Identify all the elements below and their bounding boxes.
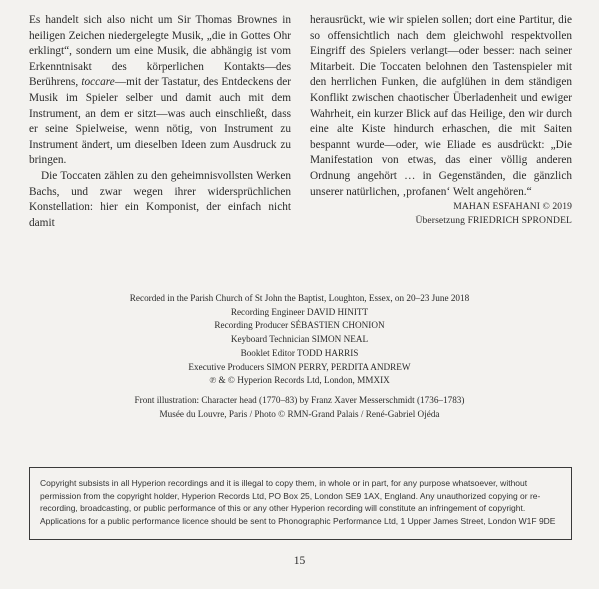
executive-producers: Executive Producers SIMON PERRY, PERDITA ANDREW <box>188 361 411 372</box>
essay-paragraph <box>29 13 291 169</box>
recording-location: Recorded in the Parish Church of St John the Baptist, Loughton, Essex, on 20–23 June 2018 <box>129 293 470 303</box>
essay-right-column <box>310 13 572 228</box>
essay-text: —mit der Tastatur, des Entdeckens der Musik im Spieler selber und damit auch mit dem Instrument, an dem er sitzt—was auch einschließt, dass er seine Spielweise, wenn nötig, von Instrument zu Instrument ändert, um dieselben Ideen zum Ausdruck zu bringen. <box>29 76 291 167</box>
rights-notice: ℗ & © Hyperion Records Ltd, London, MMXIX <box>209 375 390 386</box>
page-number: 15 <box>293 555 306 567</box>
translator-credit: Übersetzung FRIEDRICH SPRONDEL <box>415 214 572 226</box>
essay-paragraph: herausrückt, wie wir spielen sollen; dort eine Partitur, die so offensichtlich nach dem gleichwohl respektvollen Eingriff des Spielers verlangt—oder besser: nach seiner Mitarbeit. Die Toccaten belohnen den Tastenspieler mit den herrlichen Funken, die aufglühen in dem ständigen Konflikt zwischen chaotischer Überladenheit und ewiger Wahrheit, ein kurzer Blick auf das Heilige, den wir durch eine alte Kiste hindurch erhaschen, die mit Saiten bespannt wurde—oder, wie Eliade es ausdrückt: „Die Manifestation von etwas, das einer völlig anderen Ordnung angehört … in Gegenständen, die gänzlich unserer natürlichen, ‚profanen‘ Welt angehören.“ <box>310 14 572 198</box>
photo-credit: Musée du Louvre, Paris / Photo © RMN-Grand Palais / René-Gabriel Ojéda <box>159 408 440 419</box>
author-signature: MAHAN ESFAHANI © 2019 <box>453 201 572 213</box>
essay-text: Es handelt sich also nicht um Sir Thomas Brownes in heiligen Zeichen niedergelegte Musik, „die in Gottes Ohr erklingt“, sondern um eine Musik, die abhängig ist vom Erkenntnisakt des körperlichen Kontakts—des Berührens, <box>29 14 291 89</box>
keyboard-technician: Keyboard Technician SIMON NEAL <box>230 334 369 345</box>
recording-credits <box>0 292 599 421</box>
recording-engineer: Recording Engineer DAVID HINITT <box>230 306 369 317</box>
recording-producer: Recording Producer SÉBASTIEN CHONION <box>214 320 385 331</box>
illustration-credit: Front illustration: Character head (1770–83) by Franz Xaver Messerschmidt (1736–1783) <box>134 394 465 405</box>
essay-paragraph: Die Toccaten zählen zu den geheimnisvollsten Werken Bachs, und zwar wegen ihrer widersprüchlichen Konstellation: hier ein Komponist, der einfach nicht damit <box>29 169 291 229</box>
booklet-editor: Booklet Editor TODD HARRIS <box>240 347 359 358</box>
essay-left-column <box>29 13 291 231</box>
copyright-notice: Copyright subsists in all Hyperion recordings and it is illegal to copy them, in whole or in part, for any purpose whatsoever, without permission from the copyright holder, Hyperion Records Ltd, PO Box 25, London SE9 1AX, England. Any unauthorized copying or re-recording, broadcasting, or public performance of this or any other Hyperion recording will constitute an infringement of copyright. Applications for a public performance licence should be sent to Phonographic Performance Ltd, 1 Upper James Street, London W1F 9DE <box>29 467 572 540</box>
essay-italic-term: toccare <box>81 76 115 89</box>
